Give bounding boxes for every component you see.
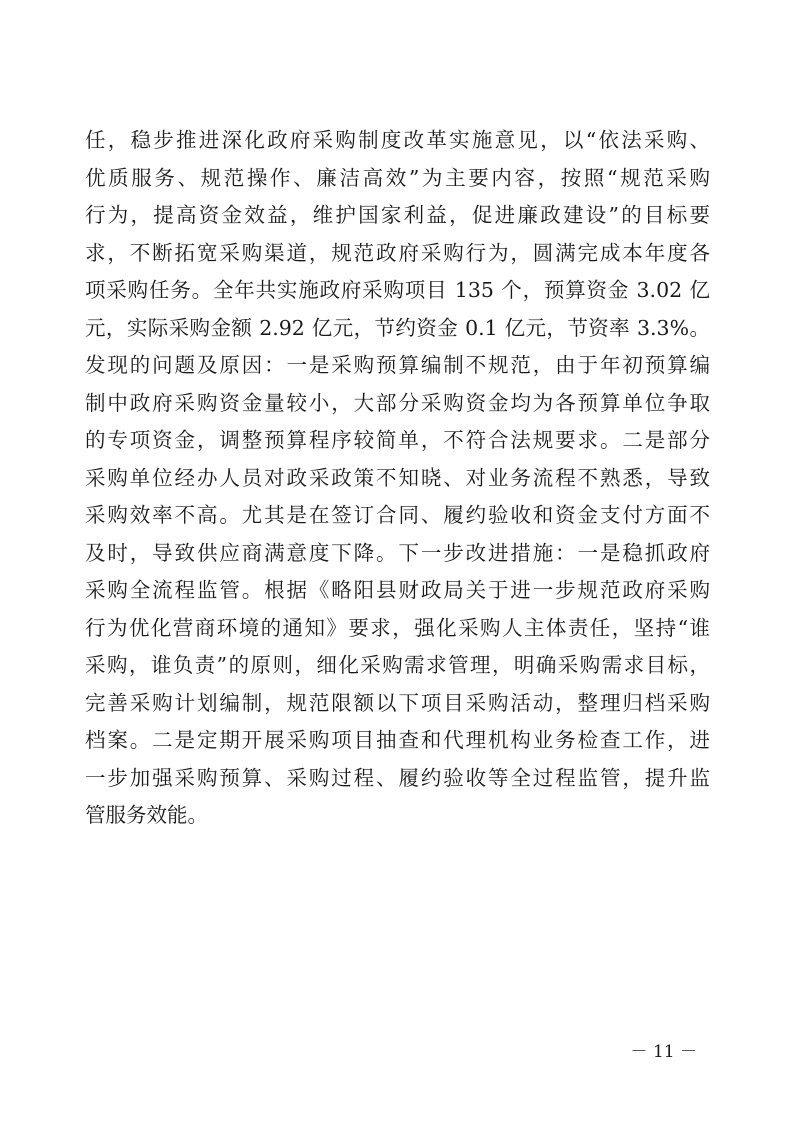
text-line: 元，实际采购金额 2.92 亿元，节约资金 0.1 亿元，节资率 3.3%。 xyxy=(85,315,710,340)
text-line: 采购单位经办人员对政采政策不知晓、对业务流程不熟悉，导致 xyxy=(85,465,710,490)
text-line: 发现的问题及原因：一是采购预算编制不规范，由于年初预算编 xyxy=(85,353,710,377)
text-line: 优质服务、规范操作、廉洁高效”为主要内容，按照“规范采购 xyxy=(85,165,710,190)
text-line: 求，不断拓宽采购渠道，规范政府采购行为，圆满完成本年度各 xyxy=(85,240,710,265)
text-line: 行为，提高资金效益，维护国家利益，促进廉政建设”的目标要 xyxy=(85,203,710,227)
text-line: 任，稳步推进深化政府采购制度改革实施意见，以“依法采购、 xyxy=(85,128,710,152)
text-line: 档案。二是定期开展采购项目抽查和代理机构业务检查工作，进 xyxy=(85,728,710,752)
text-line: 项采购任务。全年共实施政府采购项目 135 个，预算资金 3.02 亿 xyxy=(85,278,710,302)
text-line: 采购全流程监管。根据《略阳县财政局关于进一步规范政府采购 xyxy=(85,578,710,602)
text-line: 完善采购计划编制，规范限额以下项目采购活动，整理归档采购 xyxy=(85,690,710,715)
page-number: － 11 － xyxy=(630,1042,697,1062)
body-paragraph xyxy=(85,122,710,835)
text-line: 采购效率不高。尤其是在签订合同、履约验收和资金支付方面不 xyxy=(85,503,710,527)
text-line: 行为优化营商环境的通知》要求，强化采购人主体责任，坚持“谁 xyxy=(85,615,710,640)
text-line: 一步加强采购预算、采购过程、履约验收等全过程监管，提升监 xyxy=(85,765,710,790)
text-line: 采购，谁负责”的原则，细化采购需求管理，明确采购需求目标， xyxy=(85,653,710,677)
text-line: 管服务效能。 xyxy=(85,803,208,827)
text-line: 制中政府采购资金量较小，大部分采购资金均为各预算单位争取 xyxy=(85,390,710,415)
text-line: 的专项资金，调整预算程序较简单，不符合法规要求。二是部分 xyxy=(85,428,710,452)
text-line: 及时，导致供应商满意度下降。下一步改进措施：一是稳抓政府 xyxy=(85,540,710,565)
